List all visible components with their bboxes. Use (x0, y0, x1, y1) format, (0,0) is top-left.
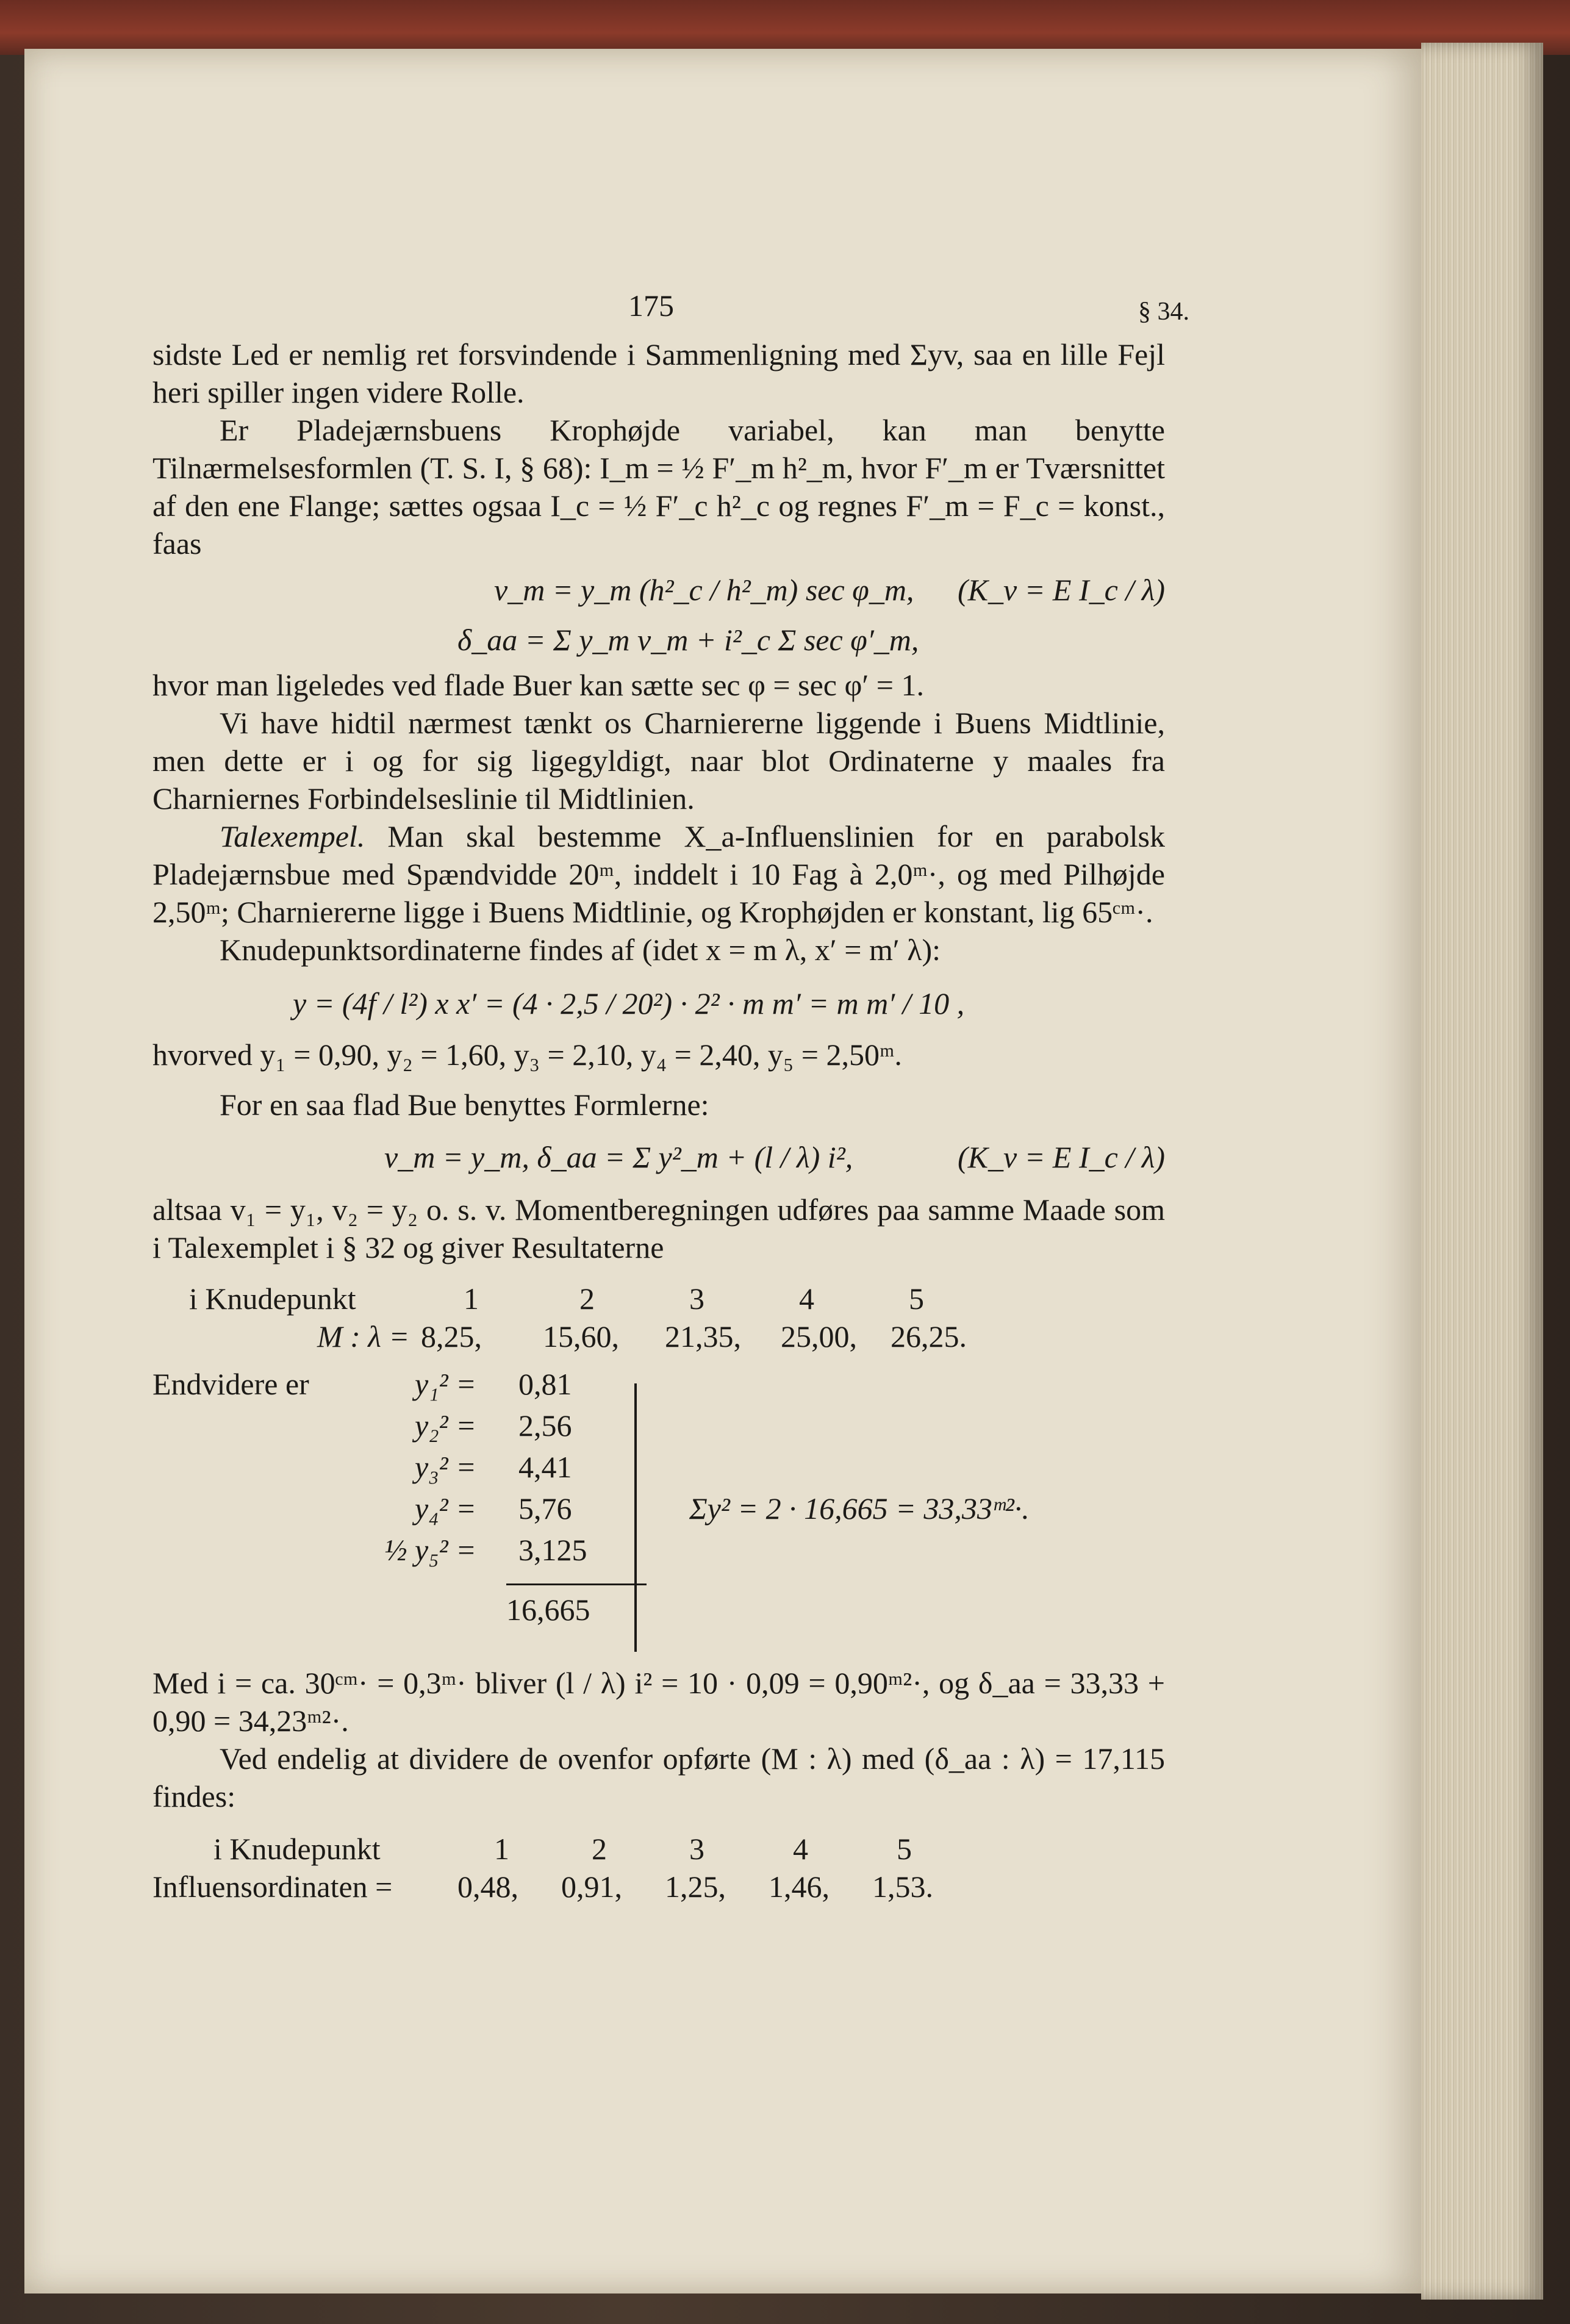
table-cell: 4 (793, 1832, 808, 1866)
paragraph (152, 817, 1165, 931)
table-label: i Knudepunkt (189, 1282, 356, 1316)
table-cell: 4 (799, 1282, 814, 1316)
square-value: 2,56 (518, 1408, 572, 1443)
table-cell: 8,25, (421, 1319, 482, 1354)
book-cover-top (0, 0, 1570, 55)
table-cell: 0,91, (561, 1870, 622, 1904)
table-moment-values (152, 1318, 1165, 1355)
table-label: Influensordinaten = (152, 1870, 393, 1904)
table-influence-values (152, 1868, 1165, 1906)
equation-text: v_m = y_m (h²_c / h²_m) sec φ_m, (494, 573, 914, 607)
table-cell: 15,60, (543, 1319, 619, 1354)
paragraph: Er Pladejærnsbuens Krophøjde variabel, kan man benytte Tilnærmelsesformlen (T. S. I, § 68): I_m = ½ F′_m h²_m, hvor F′_m er Tværsnittet af den ene Flange; sættes ogsaa I_c = ½ F′_c h²_c og regnes F′_m = F_c = konst., faas (152, 413, 1165, 561)
equation-formulas (152, 1124, 1165, 1191)
square-value: 3,125 (518, 1533, 587, 1567)
equation-text: δ_aa = Σ y_m v_m + i²_c Σ sec φ′_m, (457, 623, 919, 657)
table-cell: 25,00, (781, 1319, 857, 1354)
equation-note: (K_v = E I_c / λ) (958, 1140, 1166, 1174)
table-cell: 1 (464, 1282, 479, 1316)
table-cell: 1 (494, 1832, 509, 1866)
equation-text: y = (4f / l²) x x′ = (4 · 2,5 / 20²) · 2² · m m′ = m m′ / 10 , (293, 986, 965, 1020)
paragraph: Knudepunktsordinaterne findes af (idet x = m λ, x′ = m′ λ): (220, 933, 941, 967)
table-cell: 21,35, (665, 1319, 741, 1354)
example-label: Talexempel. (220, 819, 365, 853)
equation-note: (K_v = E I_c / λ) (958, 573, 1166, 607)
table-cell: 5 (897, 1832, 912, 1866)
equation-delta (152, 617, 1165, 666)
paragraph: altsaa v₁ = y₁, v₂ = y₂ o. s. v. Momentberegningen udføres paa samme Maade som i Talexemplet i § 32 og giver Resultaterne (152, 1192, 1165, 1264)
page-number: 175 (628, 289, 674, 323)
square-lhs: y₂² = (415, 1408, 476, 1443)
section-marker: § 34. (1138, 298, 1189, 326)
table-cell: 1,46, (769, 1870, 830, 1904)
table-label: M : λ = (317, 1319, 410, 1354)
square-value: 0,81 (518, 1367, 572, 1401)
table-cell: 3 (689, 1282, 704, 1316)
table-moment-header (152, 1280, 1165, 1318)
paragraph: For en saa flad Bue benyttes Formlerne: (220, 1088, 709, 1122)
equation-text: v_m = y_m, δ_aa = Σ y²_m + (l / λ) i², (384, 1140, 853, 1174)
square-lhs: y₁² = (415, 1367, 476, 1401)
page-content (152, 289, 1189, 1906)
table-cell: 0,48, (457, 1870, 518, 1904)
square-value: 5,76 (518, 1491, 572, 1526)
table-cell: 26,25. (891, 1319, 967, 1354)
square-lhs: ½ y₅² = (384, 1533, 476, 1567)
paragraph: Vi have hidtil nærmest tænkt os Charniererne liggende i Buens Midtlinie, men dette er i og for sig ligegyldigt, naar blot Ordinaterne y maales fra Charniernes Forbindelseslinie til Midtlinien. (152, 706, 1165, 816)
table-cell: 2 (592, 1832, 607, 1866)
sum-line (506, 1583, 647, 1585)
paragraph: hvor man ligeledes ved flade Buer kan sætte sec φ = sec φ′ = 1. (152, 668, 924, 702)
table-cell: 1,25, (665, 1870, 726, 1904)
page-edges (1421, 43, 1543, 2300)
table-cell: 2 (579, 1282, 595, 1316)
paragraph: hvorved y₁ = 0,90, y₂ = 1,60, y₃ = 2,10, y₄ = 2,40, y₅ = 2,50ᵐ. (152, 1038, 902, 1072)
equation-y (152, 969, 1165, 1036)
page-header (152, 289, 1189, 335)
table-cell: 1,53. (872, 1870, 933, 1904)
squares-label: Endvidere er (152, 1367, 309, 1401)
paragraph: Med i = ca. 30ᶜᵐ· = 0,3ᵐ· bliver (l / λ) i² = 10 · 0,09 = 0,90ᵐ²·, og δ_aa = 33,33 + 0,90 = 34,23ᵐ²·. (152, 1666, 1165, 1738)
square-lhs: y₄² = (415, 1491, 476, 1526)
example-text: Man skal bestemme X_a-Influenslinien for en parabolsk Pladejærnsbue med Spændvidde 20ᵐ, inddelt i 10 Fag à 2,0ᵐ·, og med Pilhøjde 2,50ᵐ; Charniererne ligge i Buens Midtlinie, og Krophøjden er konstant, lig 65ᶜᵐ·. (152, 819, 1165, 929)
table-influence-header (152, 1830, 1165, 1868)
table-cell: 5 (909, 1282, 924, 1316)
square-lhs: y₃² = (415, 1450, 476, 1484)
squares-block (152, 1365, 1165, 1646)
equation-vm (152, 562, 1165, 617)
paragraph: sidste Led er nemlig ret forsvindende i Sammenligning med Σyv, saa en lille Fejl heri spiller ingen videre Rolle. (152, 337, 1165, 409)
squares-total: 16,665 (506, 1593, 590, 1627)
table-label: i Knudepunkt (213, 1832, 381, 1866)
squares-sum: Σy² = 2 · 16,665 = 33,33ᵐ²·. (689, 1491, 1030, 1526)
table-cell: 3 (689, 1832, 704, 1866)
brace (634, 1383, 645, 1652)
paragraph: Ved endelig at dividere de ovenfor opførte (M : λ) med (δ_aa : λ) = 17,115 findes: (152, 1741, 1165, 1813)
square-value: 4,41 (518, 1450, 572, 1484)
